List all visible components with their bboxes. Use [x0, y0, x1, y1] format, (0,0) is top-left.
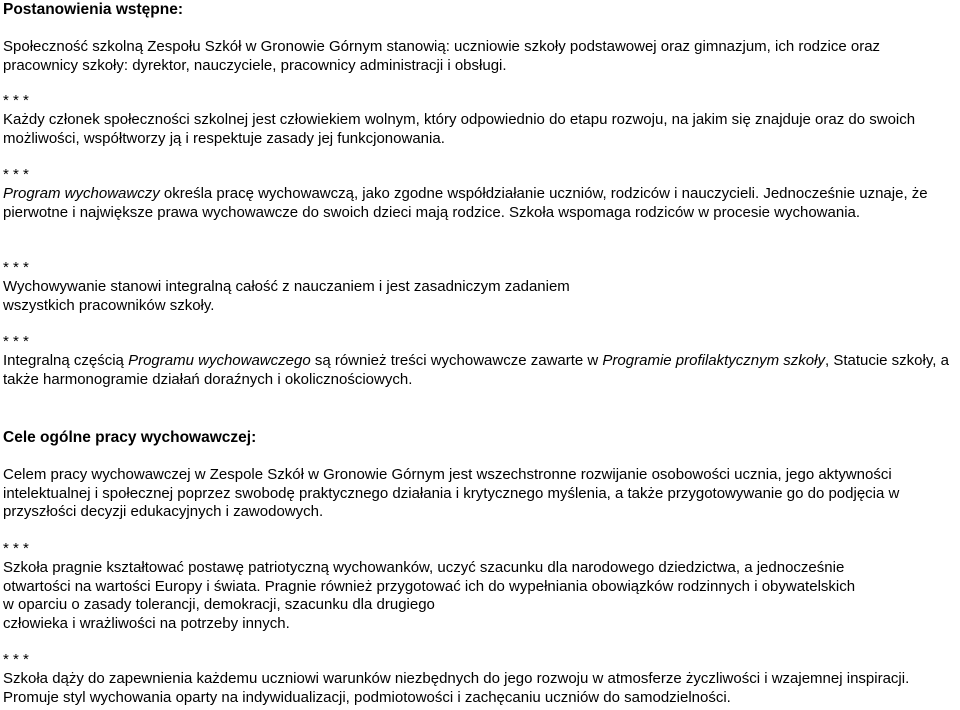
separator: * * *: [3, 259, 29, 276]
paragraph-school-community: Społeczność szkolną Zespołu Szkół w Gronowie Górnym stanowią: uczniowie szkoły podstawowej oraz gimnazjum, ich rodzice oraz pracownicy szkoły: dyrektor, nauczyciele, pracownicy administracji i obsługi.: [3, 38, 881, 74]
paragraph-line: otwartości na wartości Europy i świata. Pragnie również przygotować ich do wypełniania obowiązków rodzinnych i obywatelskich: [3, 577, 856, 595]
separator: * * *: [3, 92, 29, 109]
separator: * * *: [3, 333, 29, 350]
program-title-italic: Programu wychowawczego: [128, 352, 311, 369]
paragraph-line: w oparciu o zasady tolerancji, demokracji, szacunku dla drugiego: [3, 596, 435, 614]
separator: * * *: [3, 540, 29, 557]
paragraph-text: Integralną częścią: [3, 352, 129, 369]
paragraph-community-member: Każdy członek społeczności szkolnej jest człowiekiem wolnym, który odpowiednio do etapu rozwoju, na jakim się znajduje oraz do swoich możliwości, współtworzy ją i respektuje zasady jej funkcjonowania.: [3, 111, 916, 147]
section-heading-goals: Cele ogólne pracy wychowawczej:: [3, 429, 257, 446]
paragraph-line: wszystkich pracowników szkoły.: [3, 296, 215, 314]
paragraph-school-atmosphere: Szkoła dąży do zapewnienia każdemu uczniowi warunków niezbędnych do jego rozwoju w atmosferze życzliwości i wzajemnej inspiracji. Promuje styl wychowania oparty na indywidualizacji, podmiotowości i zachęcaniu uczniów do samodzielności.: [3, 670, 910, 706]
paragraph-integral-part: [3, 352, 958, 389]
separator: * * *: [3, 651, 29, 668]
section-heading-intro: Postanowienia wstępne:: [3, 1, 184, 18]
separator: * * *: [3, 166, 29, 183]
program-title-italic: Program wychowawczy: [3, 185, 160, 202]
paragraph-goal-of-education: Celem pracy wychowawczej w Zespole Szkół w Gronowie Górnym jest wszechstronne rozwijanie osobowości ucznia, jego aktywności intelektualnej i społecznej poprzez swobodę praktycznego działania i krytycznego myślenia, a także przygotowywanie go do podjęcia w przyszłości decyzji edukacyjnych i zawodowych.: [3, 466, 900, 521]
paragraph-line: Wychowywanie stanowi integralną całość z nauczaniem i jest zasadniczym zadaniem: [3, 278, 570, 295]
paragraph-integral-whole: [3, 278, 570, 315]
paragraph-text: są również treści wychowawcze zawarte w: [310, 352, 603, 369]
paragraph-line: Szkoła pragnie kształtować postawę patriotyczną wychowanków, uczyć szacunku dla narodowego dziedzictwa, a jednocześnie: [3, 559, 845, 576]
paragraph-text: określa pracę wychowawczą, jako zgodne współdziałanie uczniów, rodziców i nauczycieli. Jednocześnie uznaje, że pierwotne i największe prawa wychowawcze do swoich dzieci mają rodzice. Szkoła wspomaga rodziców w procesie wychowania.: [3, 185, 928, 221]
program-title-italic: Programie profilaktycznym szkoły: [602, 352, 825, 369]
paragraph-line: człowieka i wrażliwości na potrzeby innych.: [3, 614, 290, 632]
paragraph-program-definition: [3, 185, 958, 222]
paragraph-text: , Statucie szkoły, a także harmonogramie działań doraźnych i okolicznościowych.: [3, 352, 949, 388]
paragraph-patriotic-attitude: [3, 559, 855, 633]
